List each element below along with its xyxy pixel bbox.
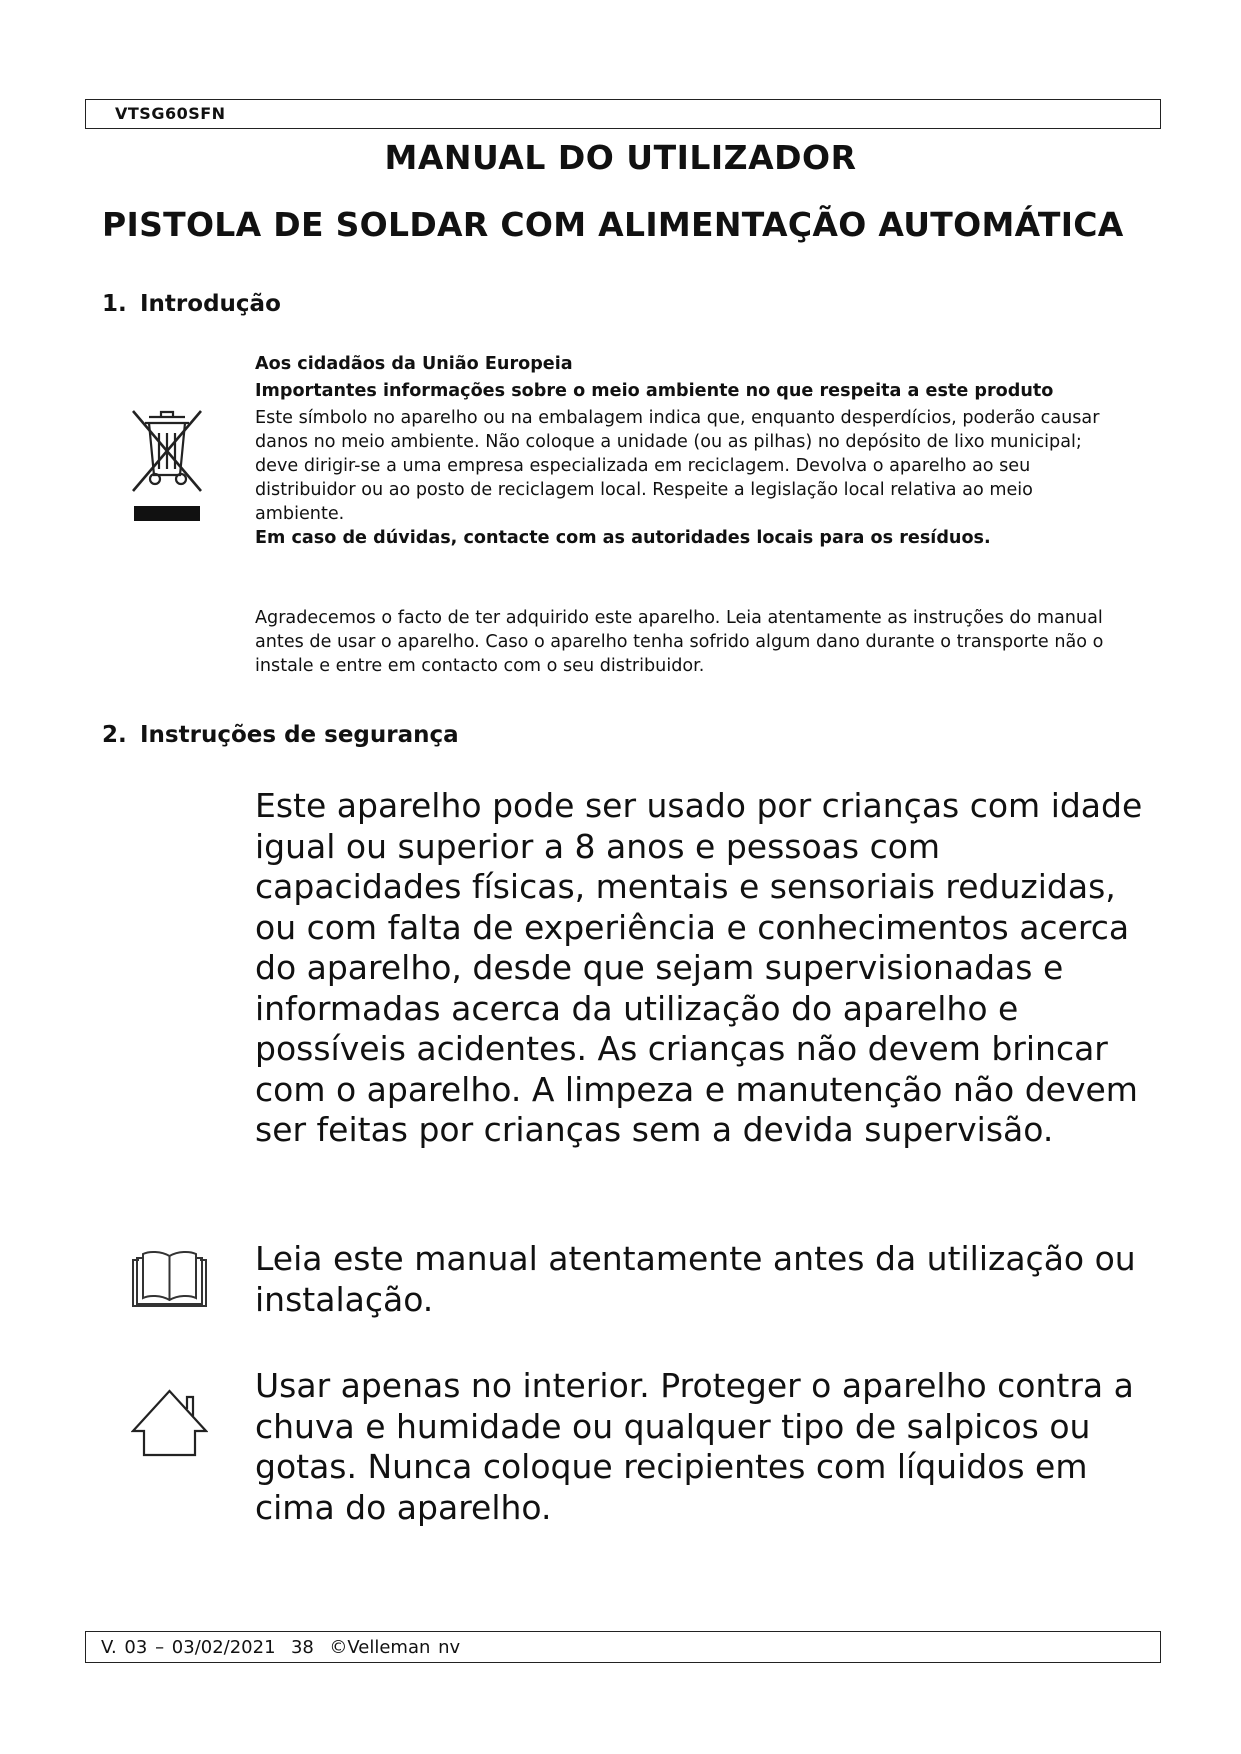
footer: [101, 1637, 460, 1658]
thanks-paragraph-block: [255, 606, 1125, 678]
safety-item-read-manual: Leia este manual atentamente antes da utilização ou instalação.: [255, 1239, 1136, 1319]
section-title: Introdução: [140, 291, 281, 317]
section-heading-introduction: [102, 291, 281, 317]
weee-paragraph: Este símbolo no aparelho ou na embalagem indica que, enquanto desperdícios, poderão causar danos no meio ambiente. Não coloque a unidade (ou as pilhas) no depósito de lixo municipal; deve dirigir-se a uma empresa especializada em reciclagem. Devolva o aparelho ao seu distribuidor ou ao posto de reciclagem local. Respeite a legislação local relativa ao meio ambiente.: [255, 408, 1100, 524]
header-box: [85, 99, 1161, 129]
weee-notice: [255, 352, 1125, 550]
product-title: PISTOLA DE SOLDAR COM ALIMENTAÇÃO AUTOMÁTICA: [102, 205, 1124, 244]
weee-line-2: Importantes informações sobre o meio ambiente no que respeita a este produto: [255, 381, 1054, 401]
crossed-out-wheelie-bin-icon: [125, 405, 209, 523]
footer-page-number: 38: [290, 1637, 314, 1658]
section-heading-safety: [102, 722, 459, 748]
section-title: Instruções de segurança: [140, 722, 459, 748]
footer-copyright: ©Velleman nv: [329, 1637, 461, 1658]
page-title: MANUAL DO UTILIZADOR: [384, 138, 857, 177]
safety-item-indoor-use: Usar apenas no interior. Proteger o aparelho contra a chuva e humidade ou qualquer tipo de salpicos ou gotas. Nunca coloque recipientes com líquidos em cima do aparelho.: [255, 1366, 1134, 1527]
weee-bold-note: Em caso de dúvidas, contacte com as autoridades locais para os resíduos.: [255, 528, 991, 548]
section-number: 2.: [102, 722, 127, 748]
house-icon: [131, 1387, 208, 1457]
safety-item-children: Este aparelho pode ser usado por crianças com idade igual ou superior a 8 anos e pessoas com capacidades físicas, mentais e sensoriais reduzidas, ou com falta de experiência e conhecimentos acerca do aparelho, desde que sejam supervisionadas e informadas acerca da utilização do aparelho e possíveis acidentes. As crianças não devem brincar com o aparelho. A limpeza e manutenção não devem ser feitas por crianças sem a devida supervisão.: [255, 786, 1143, 1149]
thanks-paragraph: Agradecemos o facto de ter adquirido este aparelho. Leia atentamente as instruções do manual antes de usar o aparelho. Caso o aparelho tenha sofrido algum dano durante o transporte não o instale e entre em contacto com o seu distribuidor.: [255, 608, 1104, 676]
open-book-icon: [131, 1248, 208, 1308]
weee-line-1: Aos cidadãos da União Europeia: [255, 354, 573, 374]
section-number: 1.: [102, 291, 127, 317]
footer-version: V. 03 – 03/02/2021: [101, 1637, 276, 1658]
model-code: VTSG60SFN: [115, 104, 226, 123]
